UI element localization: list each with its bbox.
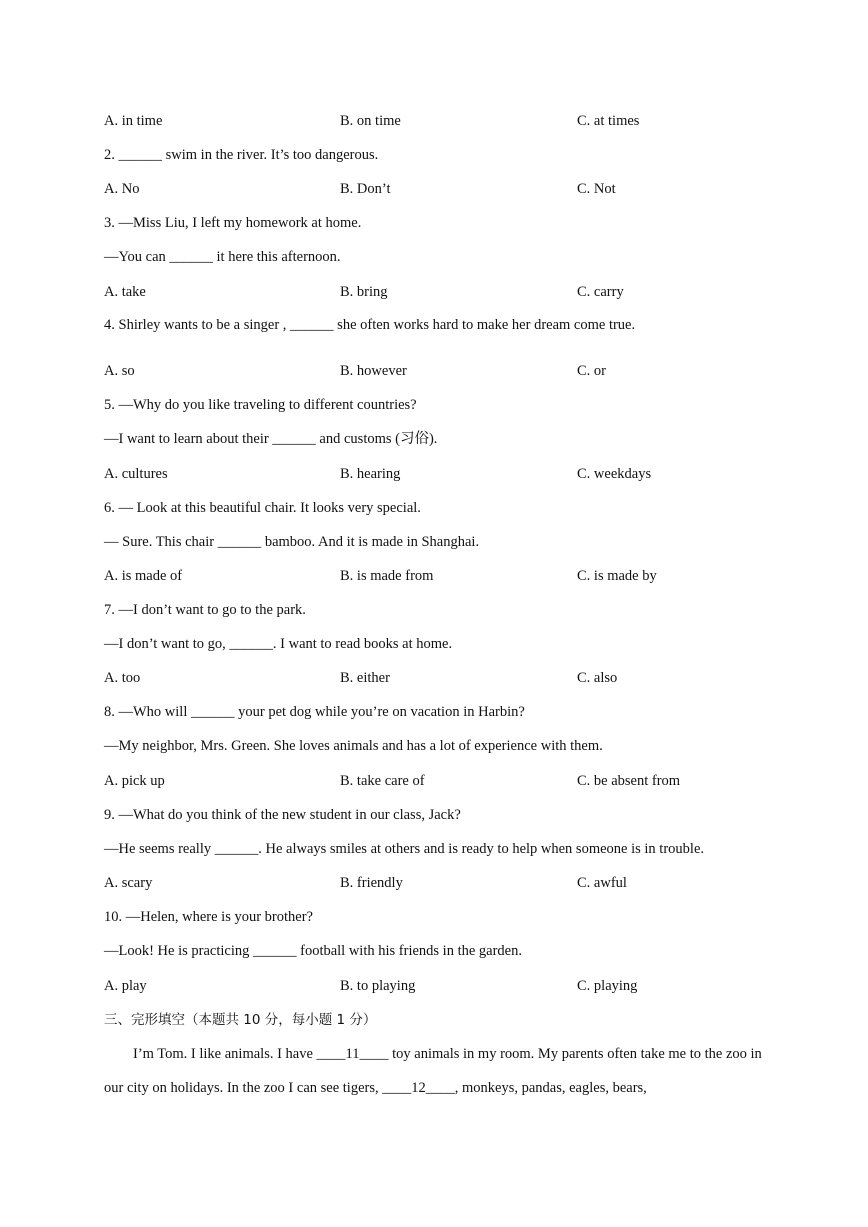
question-7-reply: —I don’t want to go, ______. I want to read books at home. <box>104 636 453 652</box>
option-c: C. awful <box>577 875 627 891</box>
option-a: A. scary <box>104 875 153 891</box>
option-b: B. either <box>340 670 390 686</box>
question-9-stem: 9. —What do you think of the new student in our class, Jack? <box>104 807 461 823</box>
option-c: C. also <box>577 670 618 686</box>
option-c: C. or <box>577 363 606 379</box>
option-c: C. weekdays <box>577 466 652 482</box>
option-a: A. too <box>104 670 141 686</box>
question-5-options <box>104 464 804 484</box>
option-c: C. at times <box>577 113 640 129</box>
question-4-stem: 4. Shirley wants to be a singer , ______ she often works hard to make her dream come true. <box>104 317 636 333</box>
question-8-stem: 8. —Who will ______ your pet dog while you’re on vacation in Harbin? <box>104 704 525 720</box>
question-3-stem: 3. —Miss Liu, I left my homework at home. <box>104 215 362 231</box>
option-a: A. is made of <box>104 568 183 584</box>
question-5-reply: —I want to learn about their ______ and customs (习俗). <box>104 431 438 447</box>
question-3-reply: —You can ______ it here this afternoon. <box>104 249 341 265</box>
question-8-reply: —My neighbor, Mrs. Green. She loves animals and has a lot of experience with them. <box>104 738 603 754</box>
option-a: A. take <box>104 284 146 300</box>
question-1-options <box>104 111 804 131</box>
question-5-stem: 5. —Why do you like traveling to different countries? <box>104 397 417 413</box>
option-b: B. hearing <box>340 466 401 482</box>
option-a: A. play <box>104 978 147 994</box>
cloze-passage-text: I’m Tom. I like animals. I have ____11____ toy animals in my room. My parents often take me to the zoo in our city on holidays. In the zoo I can see tigers, ____12____, monkeys, pandas, eagles, bears, <box>104 1046 762 1096</box>
option-b: B. Don’t <box>340 181 391 197</box>
option-b: B. on time <box>340 113 401 129</box>
option-a: A. in time <box>104 113 163 129</box>
question-4-options <box>104 361 804 381</box>
option-c: C. carry <box>577 284 624 300</box>
option-c: C. playing <box>577 978 638 994</box>
question-6-options <box>104 566 804 586</box>
option-a: A. No <box>104 181 140 197</box>
question-10-stem: 10. —Helen, where is your brother? <box>104 909 313 925</box>
option-b: B. friendly <box>340 875 403 891</box>
option-a: A. cultures <box>104 466 168 482</box>
question-10-reply: —Look! He is practicing ______ football with his friends in the garden. <box>104 943 522 959</box>
option-b: B. is made from <box>340 568 434 584</box>
question-9-options <box>104 873 804 893</box>
question-9-reply: —He seems really ______. He always smiles at others and is ready to help when someone is in trouble. <box>104 841 705 857</box>
question-7-options <box>104 668 804 688</box>
question-2-stem: 2. ______ swim in the river. It’s too dangerous. <box>104 147 379 163</box>
option-c: C. is made by <box>577 568 657 584</box>
option-b: B. take care of <box>340 773 425 789</box>
question-7-stem: 7. —I don’t want to go to the park. <box>104 602 306 618</box>
question-3-options <box>104 282 804 302</box>
question-2-options <box>104 179 804 199</box>
question-6-stem: 6. — Look at this beautiful chair. It looks very special. <box>104 500 421 516</box>
cloze-passage <box>104 1037 764 1105</box>
option-b: B. to playing <box>340 978 416 994</box>
option-b: B. bring <box>340 284 388 300</box>
option-a: A. pick up <box>104 773 165 789</box>
option-b: B. however <box>340 363 407 379</box>
question-10-options <box>104 976 804 996</box>
section-3-heading: 三、完形填空（本题共 10 分，每小题 1 分） <box>104 1012 377 1028</box>
question-6-reply: — Sure. This chair ______ bamboo. And it is made in Shanghai. <box>104 534 480 550</box>
question-8-options <box>104 771 804 791</box>
option-a: A. so <box>104 363 135 379</box>
option-c: C. be absent from <box>577 773 681 789</box>
option-c: C. Not <box>577 181 616 197</box>
